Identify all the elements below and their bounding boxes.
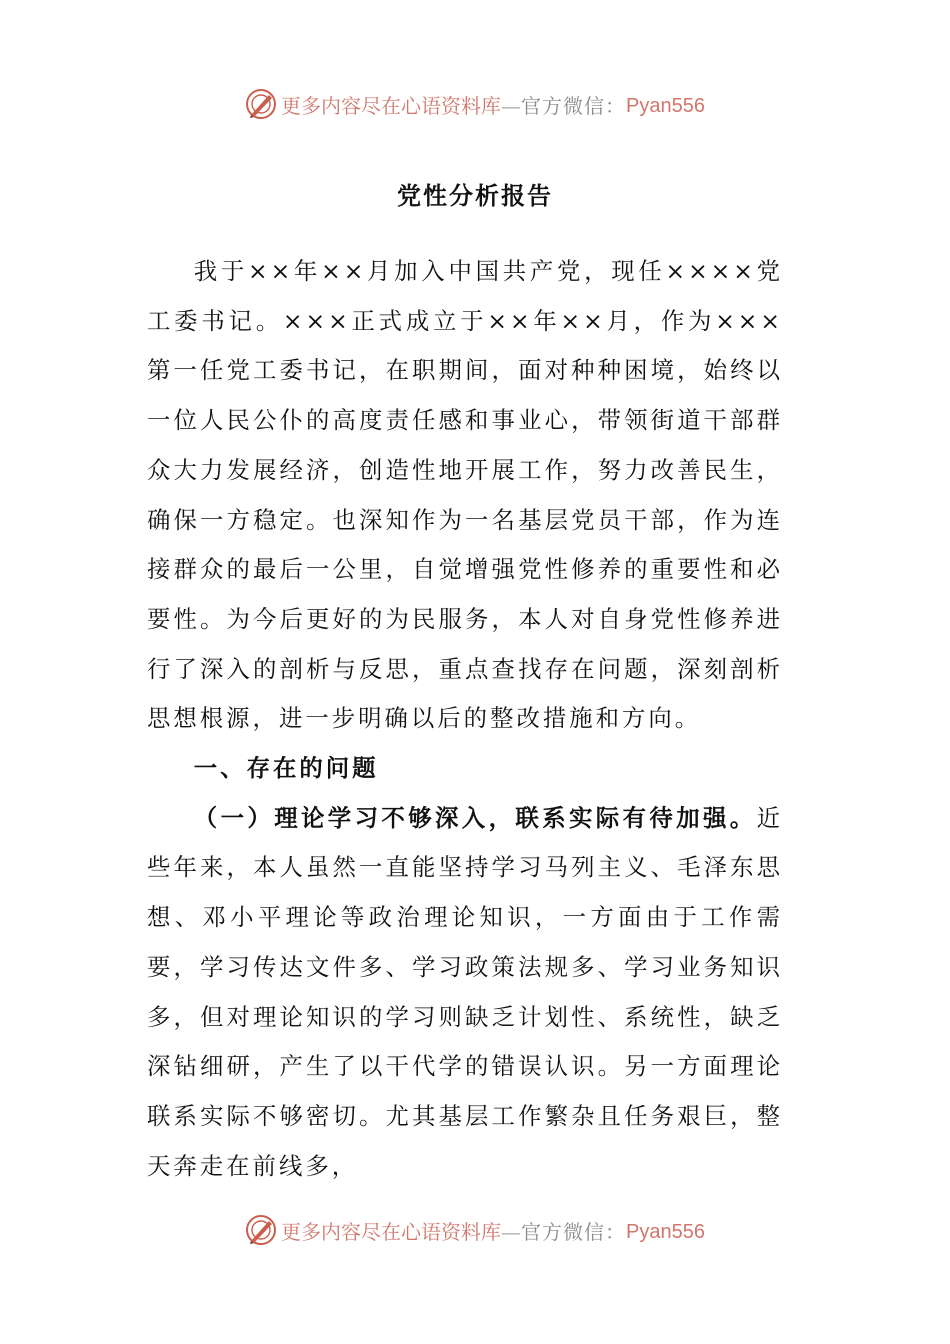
pen-logo-icon [245, 1214, 277, 1246]
watermark-dash: — [501, 1220, 522, 1244]
document-body [147, 247, 783, 1191]
watermark-dash: — [501, 94, 522, 118]
watermark-wechat-id: Pyan556 [626, 1221, 705, 1243]
intro-paragraph: 我于××年××月加入中国共产党，现任××××党工委书记。×××正式成立于××年××月，作为×××第一任党工委书记，在职期间，面对种种困境，始终以一位人民公仆的高度责任感和事业心，带领街道干部群众大力发展经济，创造性地开展工作，努力改善民生，确保一方稳定。也深知作为一名基层党员干部，作为连接群众的最后一公里，自觉增强党性修养的重要性和必要性。为今后更好的为民服务，本人对自身党性修养进行了深入的剖析与反思，重点查找存在问题，深刻剖析思想根源，进一步明确以后的整改措施和方向。 [147, 257, 783, 733]
watermark-footer [0, 1216, 950, 1248]
watermark-header [0, 90, 950, 122]
subsection-heading-theory: （一）理论学习不够深入，联系实际有待加强。 [193, 803, 757, 832]
watermark-wechat-id: Pyan556 [626, 95, 705, 117]
watermark-main-text: 更多内容尽在心语资料库 [281, 1220, 502, 1244]
watermark-main-text: 更多内容尽在心语资料库 [281, 94, 502, 118]
subsection-paragraph-theory [147, 794, 783, 1192]
watermark-official-label: 官方微信： [521, 1220, 627, 1244]
pen-logo-icon [245, 88, 277, 120]
subsection-body-theory: 近些年来，本人虽然一直能坚持学习马列主义、毛泽东思想、邓小平理论等政治理论知识，一方面由于工作需要，学习传达文件多、学习政策法规多、学习业务知识多，但对理论知识的学习则缺乏计划性、系统性，缺乏深钻细研，产生了以干代学的错误认识。另一方面理论联系实际不够密切。尤其基层工作繁杂且任务艰巨，整天奔走在前线多， [147, 803, 783, 1180]
watermark-official-label: 官方微信： [521, 94, 627, 118]
document-title: 党性分析报告 [397, 181, 553, 210]
section-heading-problems: 一、存在的问题 [193, 754, 379, 783]
